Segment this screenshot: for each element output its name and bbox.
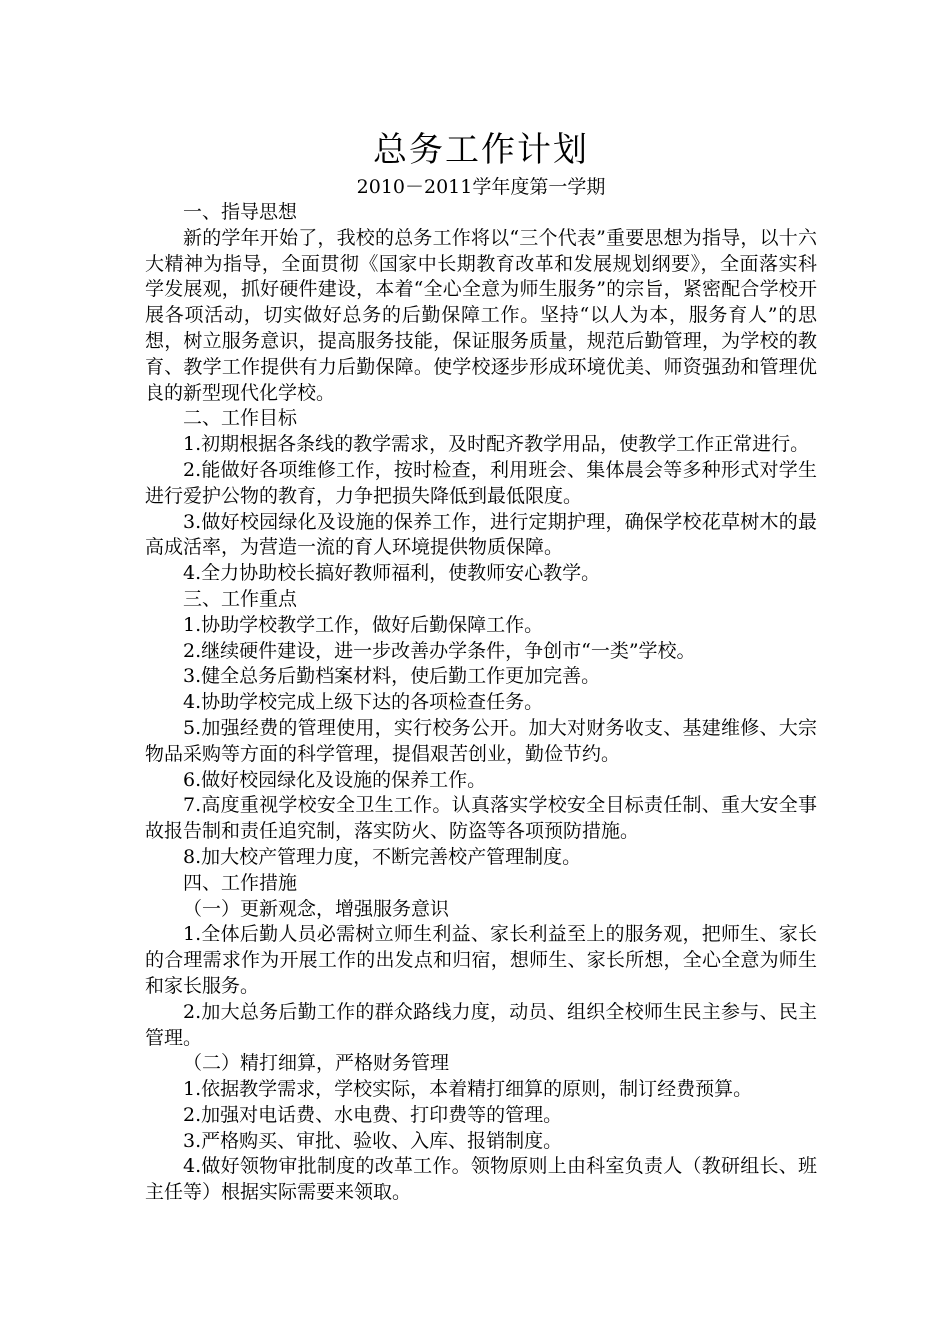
subheading-financial-management: （二）精打细算，严格财务管理 <box>183 1052 450 1075</box>
focus-item: 2.继续硬件建设，进一步改善办学条件，争创市“一类”学校。 <box>183 639 696 662</box>
measure-item: 1.依据教学需求，学校实际，本着精打细算的原则，制订经费预算。 <box>183 1078 753 1101</box>
focus-item: 6.做好校园绿化及设施的保养工作。 <box>183 768 487 791</box>
document-title: 总务工作计划 <box>373 130 589 170</box>
document-page <box>145 128 817 1206</box>
goal-item: 1.初期根据各条线的教学需求，及时配齐教学用品，使教学工作正常进行。 <box>183 433 810 456</box>
paragraph-guiding-thought: 新的学年开始了，我校的总务工作将以“三个代表”重要思想为指导，以十六大精神为指导，全面贯彻《国家中长期教育改革和发展规划纲要》，全面落实科学发展观，抓好硬件建设，本着“全心全意为师生服务”的宗旨，紧密配合学校开展各项活动，切实做好总务的后勤保障工作。坚持“以人为本，服务育人”的思想，树立服务意识，提高服务技能，保证服务质量，规范后勤管理，为学校的教育、教学工作提供有力后勤保障。使学校逐步形成环境优美、师资强劲和管理优良的新型现代化学校。 <box>145 226 817 404</box>
document-body <box>145 200 817 1206</box>
focus-item: 1.协助学校教学工作，做好后勤保障工作。 <box>183 613 544 636</box>
focus-item: 4.协助学校完成上级下达的各项检查任务。 <box>183 691 544 714</box>
focus-item: 8.加大校产管理力度，不断完善校产管理制度。 <box>183 845 582 868</box>
goal-item: 3.做好校园绿化及设施的保养工作，进行定期护理，确保学校花草树木的最高成活率，为营造一流的育人环境提供物质保障。 <box>145 510 817 559</box>
measure-item: 1.全体后勤人员必需树立师生利益、家长利益至上的服务观，把师生、家长的合理需求作为开展工作的出发点和归宿，想师生、家长所想，全心全意为师生和家长服务。 <box>145 923 817 997</box>
document-subtitle: 2010－2011学年度第一学期 <box>356 176 606 198</box>
goal-item: 4.全力协助校长搞好教师福利，使教师安心教学。 <box>183 562 601 585</box>
measure-item: 4.做好领物审批制度的改革工作。领物原则上由科室负责人（教研组长、班主任等）根据实际需要来领取。 <box>145 1155 817 1204</box>
focus-item: 3.健全总务后勤档案材料，使后勤工作更加完善。 <box>183 665 601 688</box>
focus-item: 7.高度重视学校安全卫生工作。认真落实学校安全目标责任制、重大安全事故报告制和责任追究制，落实防火、防盗等各项预防措施。 <box>145 794 817 843</box>
measure-item: 3.严格购买、审批、验收、入库、报销制度。 <box>183 1129 563 1152</box>
heading-work-measures: 四、工作措施 <box>183 871 298 894</box>
goal-item: 2.能做好各项维修工作，按时检查，利用班会、集体晨会等多种形式对学生进行爱护公物的教育，力争把损失降低到最低限度。 <box>145 458 817 507</box>
focus-item: 5.加强经费的管理使用，实行校务公开。加大对财务收支、基建维修、大宗物品采购等方面的科学管理，提倡艰苦创业，勤俭节约。 <box>145 716 817 765</box>
measure-item: 2.加强对电话费、水电费、打印费等的管理。 <box>183 1103 563 1126</box>
heading-guiding-thought: 一、指导思想 <box>183 201 298 223</box>
measure-item: 2.加大总务后勤工作的群众路线力度，动员、组织全校师生民主参与、民主管理。 <box>145 1000 817 1049</box>
subheading-service-awareness: （一）更新观念，增强服务意识 <box>183 897 450 920</box>
heading-work-goals: 二、工作目标 <box>183 407 298 430</box>
heading-work-focus: 三、工作重点 <box>183 587 298 610</box>
